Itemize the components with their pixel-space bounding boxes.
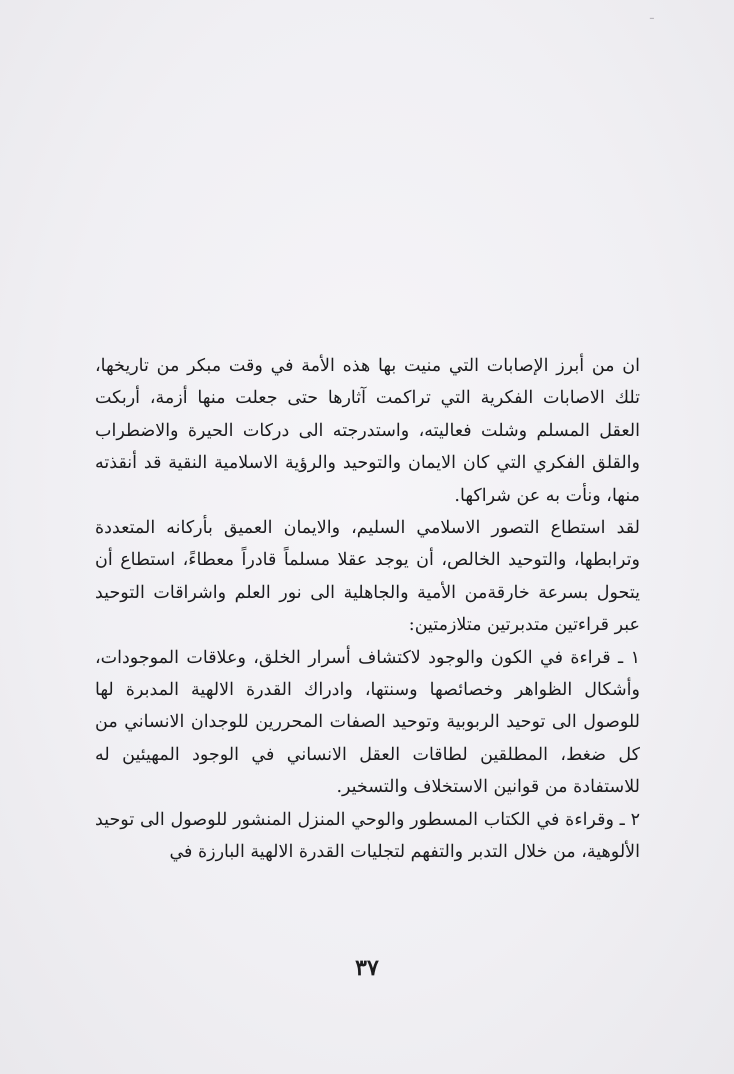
corner-mark: ـ [650,8,654,23]
paragraph-2: لقد استطاع التصور الاسلامي السليم، والايمان العميق بأركانه المتعددة وترابطها، والتوحيد الخالص، أن يوجد عقلا مسلماً قادراً معطاءً، استطاع أن يتحول بسرعة خارقةمن الأمية والجاهلية الى نور العلم واشراقات التوحيد عبر قراءتين متدبرتين متلازمتين: [95,518,640,636]
paragraph-3: ١ ـ قراءة في الكون والوجود لاكتشاف أسرار الخلق، وعلاقات الموجودات، وأشكال الظواهر وخصائصها وسنتها، وادراك القدرة الالهية المدبرة لها للوصول الى توحيد الربوبية وتوحيد الصفات المحررين للوجدان الانساني من كل ضغط، المطلقين لطاقات العقل الانساني في الوجود المهيئين له للاستفادة من قوانين الاستخلاف والتسخير. [95,647,640,798]
page-number: ٣٧ [355,955,379,981]
body-text [95,350,640,869]
paragraph-1: ان من أبرز الإصابات التي منيت بها هذه الأمة في وقت مبكر من تاريخها، تلك الاصابات الفكرية التي تراكمت آثارها حتى جعلت منها أزمة، أربكت العقل المسلم وشلت فعاليته، واستدرجته الى دركات الحيرة والاضطراب والقلق الفكري التي كان الايمان والتوحيد والرؤية الاسلامية النقية قد أنقذته منها، ونأت به عن شراكها. [95,356,640,506]
paragraph-4: ٢ ـ وقراءة في الكتاب المسطور والوحي المنزل المنشور للوصول الى توحيد الألوهية، من خلال التدبر والتفهم لتجليات القدرة الالهية البارزة في [95,809,640,863]
